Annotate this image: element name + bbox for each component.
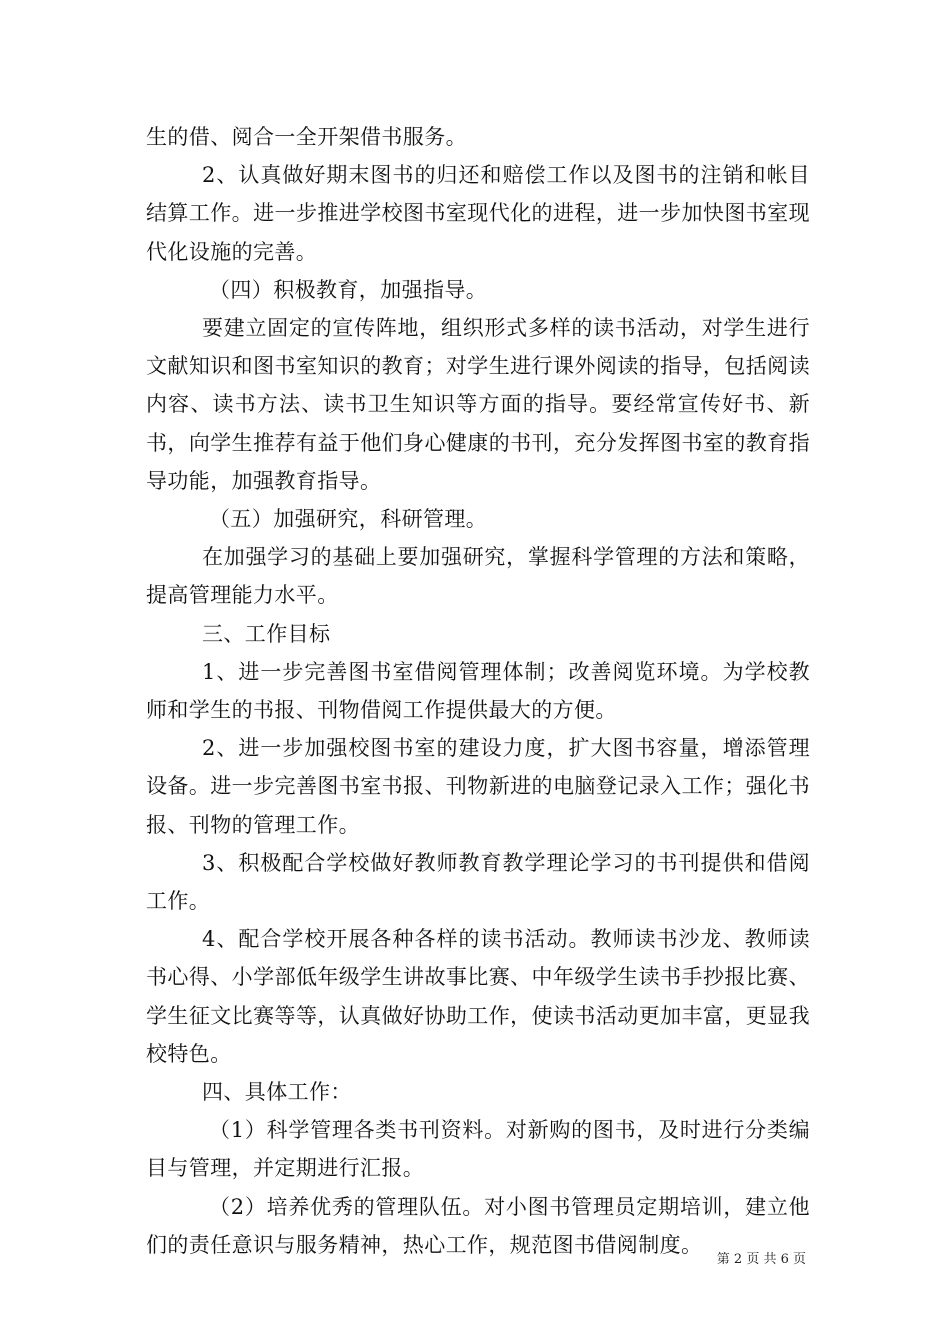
heading-specific-work: 四、具体工作：: [202, 1080, 352, 1105]
goal-item-4: 4、配合学校开展各种各样的读书活动。教师读书沙龙、教师读书心得、小学部低年级学生讲故事比赛、中年级学生读书手抄报比赛、学生征文比赛等等，认真做好协助工作，使读书活动更加丰富，更显我校特色。: [146, 927, 810, 1066]
section-heading-4: （四）积极教育，加强指导。: [209, 277, 488, 302]
paragraph-6: 在加强学习的基础上要加强研究，掌握科学管理的方法和策略，提高管理能力水平。: [146, 545, 810, 608]
paragraph-1: 生的借、阅合一全开架借书服务。: [146, 125, 467, 149]
goal-item-1: 1、进一步完善图书室借阅管理体制；改善阅览环境。为学校教师和学生的书报、刊物借阅工作提供最大的方便。: [146, 659, 810, 723]
document-body: [146, 118, 810, 1264]
work-item-1: （1）科学管理各类书刊资料。对新购的图书，及时进行分类编目与管理，并定期进行汇报。: [146, 1118, 810, 1181]
goal-item-2: 2、进一步加强校图书室的建设力度，扩大图书容量，增添管理设备。进一步完善图书室书报、刊物新进的电脑登记录入工作；强化书报、刊物的管理工作。: [146, 736, 810, 837]
paragraph-4: 要建立固定的宣传阵地，组织形式多样的读书活动，对学生进行文献知识和图书室知识的教育；对学生进行课外阅读的指导，包括阅读内容、读书方法、读书卫生知识等方面的指导。要经常宣传好书、新书，向学生推荐有益于他们身心健康的书刊，充分发挥图书室的教育指导功能，加强教育指导。: [146, 316, 810, 493]
heading-work-goals: 三、工作目标: [202, 621, 331, 646]
goal-item-3: 3、积极配合学校做好教师教育教学理论学习的书刊提供和借阅工作。: [146, 850, 810, 914]
section-heading-5: （五）加强研究，科研管理。: [209, 507, 488, 532]
work-item-2: （2）培养优秀的管理队伍。对小图书管理员定期培训，建立他们的责任意识与服务精神，热心工作，规范图书借阅制度。: [146, 1194, 810, 1257]
paragraph-2: 2、认真做好期末图书的归还和赔偿工作以及图书的注销和帐目结算工作。进一步推进学校图书室现代化的进程，进一步加快图书室现代化设施的完善。: [146, 163, 810, 264]
page-number: 第 2 页 共 6 页: [716, 1252, 806, 1267]
